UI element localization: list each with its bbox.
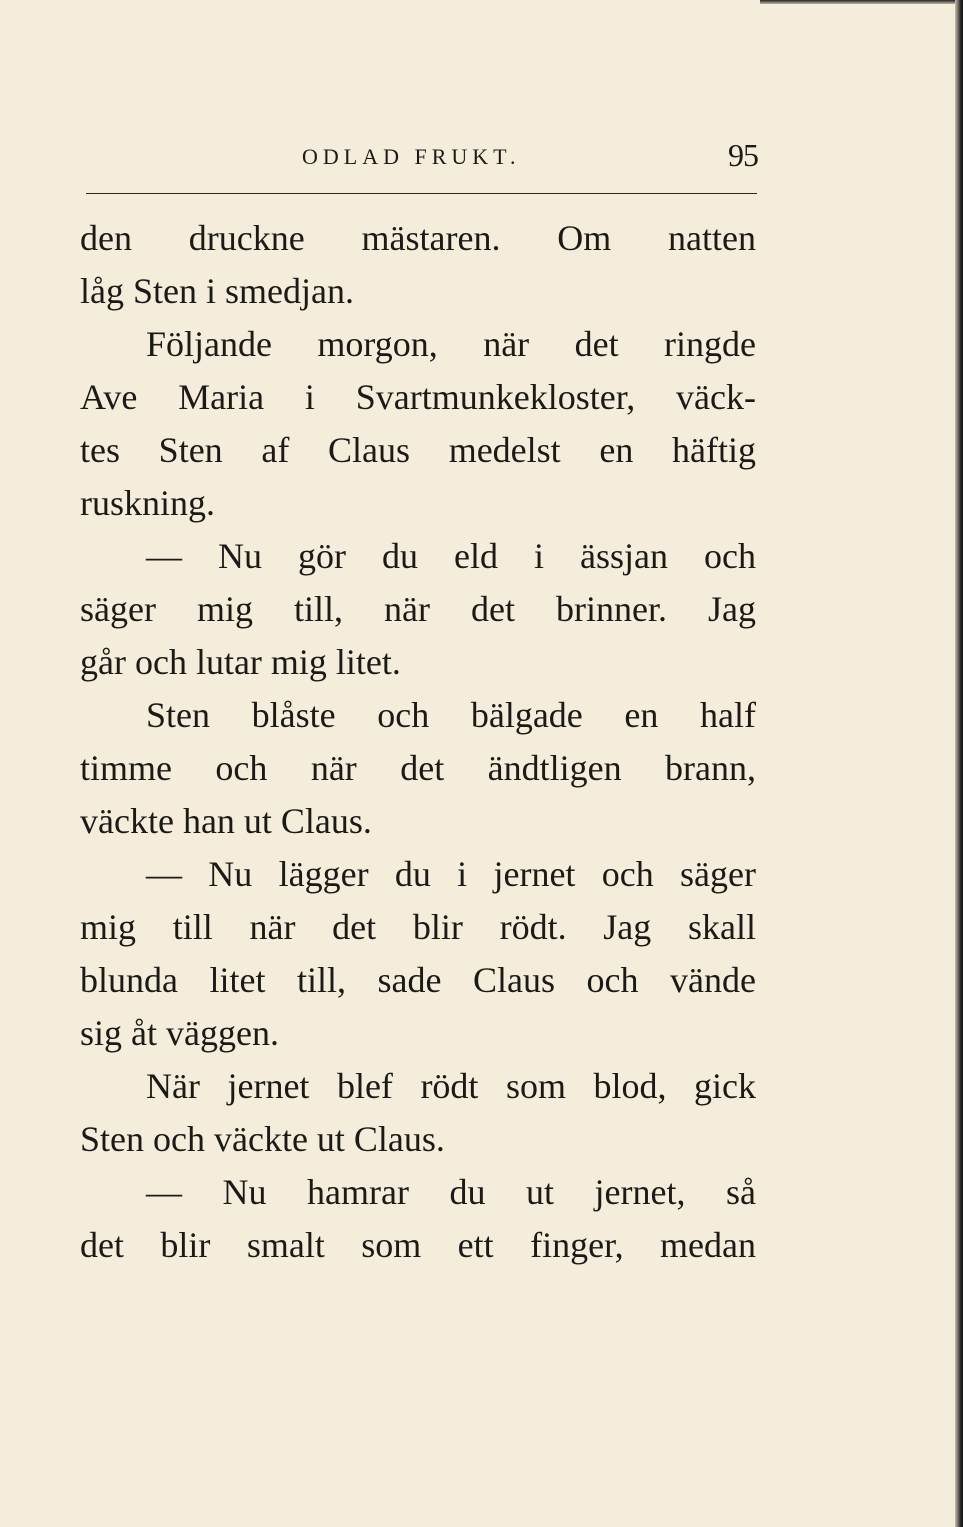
text-line: — Nu hamrar du ut jernet, så — [146, 1172, 756, 1212]
text-line: går och lutar mig litet. — [80, 642, 401, 682]
text-line: Sten och väckte ut Claus. — [80, 1119, 445, 1159]
text-line: ruskning. — [80, 483, 215, 523]
text-line: mig till när det blir rödt. Jag skall — [80, 907, 756, 947]
scan-edge-right — [955, 0, 963, 1527]
page-number: 95 — [728, 137, 758, 173]
text-line: timme och när det ändtligen brann, — [80, 748, 756, 788]
text-line: blunda litet till, sade Claus och vände — [80, 960, 756, 1000]
text-line: Ave Maria i Svartmunkekloster, väck- — [80, 377, 756, 417]
text-line: väckte han ut Claus. — [80, 801, 372, 841]
text-line: När jernet blef rödt som blod, gick — [146, 1066, 756, 1106]
running-head — [82, 135, 758, 175]
text-line: det blir smalt som ett finger, medan — [80, 1225, 756, 1265]
text-line: säger mig till, när det brinner. Jag — [80, 589, 756, 629]
running-title: ODLAD FRUKT. — [302, 144, 521, 169]
scan-edge-top — [760, 0, 963, 4]
text-line: Följande morgon, när det ringde — [146, 324, 756, 364]
text-line: låg Sten i smedjan. — [80, 271, 354, 311]
body-text — [80, 212, 756, 1272]
text-line: — Nu gör du eld i ässjan och — [146, 536, 756, 576]
text-line: den druckne mästaren. Om natten — [80, 218, 756, 258]
text-line: Sten blåste och bälgade en half — [146, 695, 756, 735]
text-line: tes Sten af Claus medelst en häftig — [80, 430, 756, 470]
text-line: — Nu lägger du i jernet och säger — [146, 854, 756, 894]
text-line: sig åt väggen. — [80, 1013, 279, 1053]
header-rule — [86, 193, 757, 194]
